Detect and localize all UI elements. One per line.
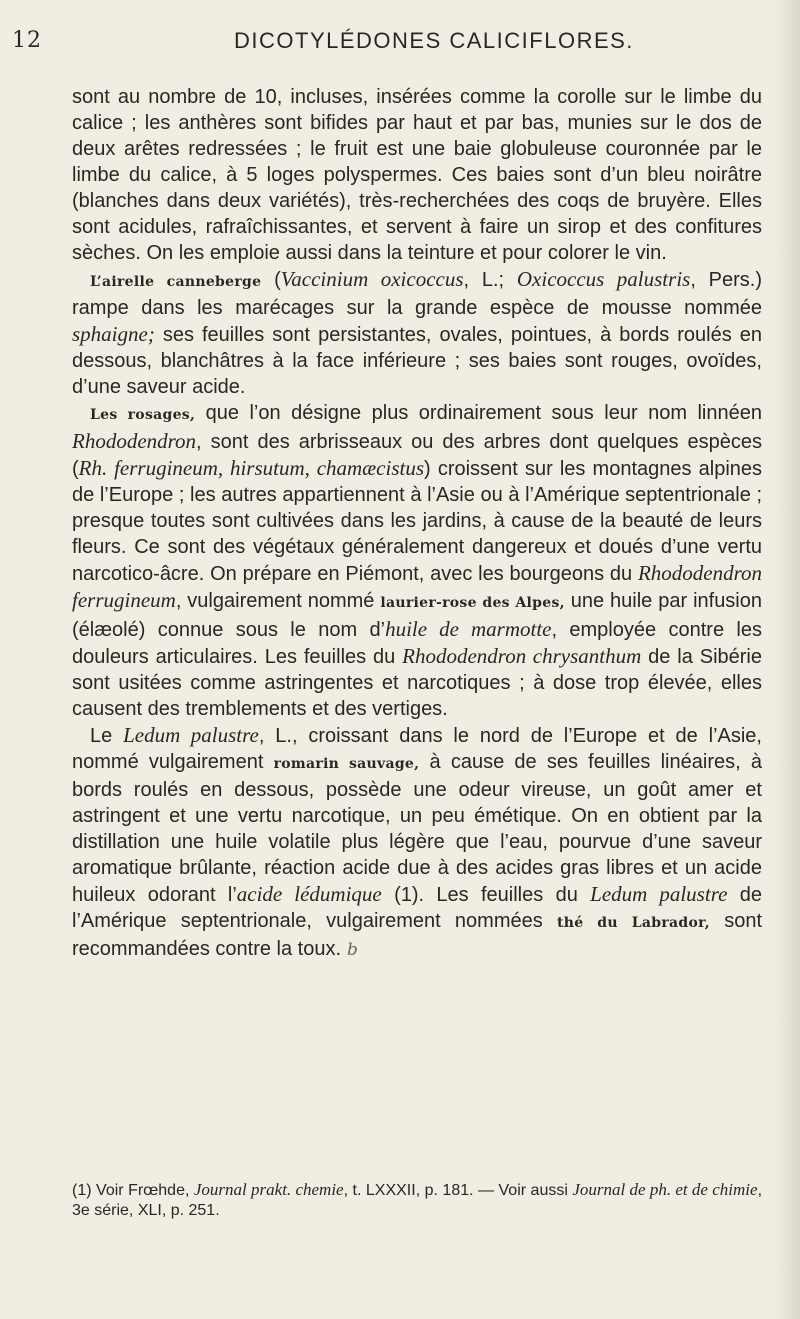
common-name-laurier-rose: laurier-rose des Alpes, (380, 595, 565, 611)
paragraph-text: sont au nombre de 10, incluses, insérées comme la corolle sur le limbe du calice ; les anthères sont bifides par haut et par bas, munies sur le dos de deux arêtes redressées ; le fruit est une baie globuleuse couronnée par le limbe du calice, à 5 loges polyspermes. Ces baies sont d’un bleu noirâtre (blanches dans deux variétés), très-recherchées des coqs de bruyère. Elles sont acidules, rafraîchissantes, et servent à faire un sirop et des confitures sèches. On les emploie aussi dans la teinture et pour colorer le vin. (72, 86, 762, 264)
footnote: (1) Voir Frœhde, Journal prakt. chemie, t. LXXXII, p. 181. — Voir aussi Journal de ph. et de chimie, 3e série, XLI, p. 251. (72, 1180, 763, 1219)
latin-name-ledum-2: Ledum palustre (590, 882, 728, 906)
page-header (0, 28, 800, 58)
body-text (72, 84, 762, 963)
latin-name-ledum: Ledum palustre (123, 723, 259, 747)
running-title: DICOTYLÉDONES CALICIFLORES. (234, 28, 634, 53)
latin-name-vaccinium: Vaccinium oxicoccus (280, 267, 464, 291)
page-number: 12 (12, 28, 42, 53)
common-name-romarin: romarin sauvage, (273, 756, 420, 772)
common-name-airelle: L’airelle canneberge (90, 274, 262, 290)
paragraph-rosages: Les rosages, que l’on désigne plus ordinairement sous leur nom linnéen Rhododendron, sont des arbrisseaux ou des arbres dont quelques espèces (Rh. ferrugineum, hirsutum, chamæcistus) croissent sur les montagnes alpines de l’Europe ; les autres appartiennent à l’Asie ou à l’Amérique septentrionale ; presque toutes sont cultivées dans les jardins, à cause de la beauté de leurs fleurs. Ce sont des végétaux généralement dangereux et doués d’une vertu narcotico-âcre. On prépare en Piémont, avec les bourgeons du Rhododendron ferrugineum, vulgairement nommé laurier-rose des Alpes, une huile par infusion (élæolé) connue sous le nom d’huile de marmotte, employée contre les douleurs articulaires. Les feuilles du Rhododendron chrysanthum de la Sibérie sont usitées comme astringentes et narcotiques ; à dose trop élevée, elles causent des tremblements et des vertiges. (72, 402, 763, 720)
term-acide-ledumique: acide lédumique (236, 882, 382, 906)
latin-name-rhododendron: Rhododendron (72, 429, 197, 453)
common-name-rosages: Les rosages, (90, 407, 196, 423)
common-name-the-labrador: thé du Labrador, (556, 915, 710, 931)
footnote-journal-2: Journal de ph. et de chimie (572, 1180, 758, 1199)
footnote-journal-1: Journal prakt. chemie (193, 1180, 344, 1199)
handwritten-mark: b (347, 940, 358, 960)
latin-name-rh-chrysanthum: Rhododendron chrysanthum (402, 644, 642, 668)
latin-name-rh-ferrugineum: Rhododendron ferrugineum (72, 561, 762, 612)
term-huile-de-marmotte: huile de marmotte (385, 617, 552, 641)
paragraph-anthers-berries (72, 84, 762, 266)
term-sphaigne: sphaigne; (72, 322, 155, 346)
latin-name-oxicoccus: Oxicoccus palustris (516, 267, 691, 291)
latin-species-list: Rh. ferrugineum, hirsutum, chamæcistus (78, 456, 425, 480)
paragraph-ledum-palustre: Le Ledum palustre, L., croissant dans le nord de l’Europe et de l’Asie, nommé vulgairement romarin sauvage, à cause de ses feuilles linéaires, à bords roulés en dessous, possède une odeur vireuse, un goût amer et astringent et une vertu narcotique, un peu émétique. On en obtient par la distillation une huile volatile plus légère que l’eau, pourvue d’une saveur aromatique brûlante, réaction acide due à des acides gras libres et un acide huileux odorant l’acide lédumique (1). Les feuilles du Ledum palustre de l’Amérique septentrionale, vulgairement nommées thé du Labrador, sont recommandées contre la toux. b (72, 723, 763, 960)
paragraph-airelle-canneberge: L’airelle canneberge (Vaccinium oxicoccus, L.; Oxicoccus palustris, Pers.) rampe dans les marécages sur la grande espèce de mousse nommée sphaigne; ses feuilles sont persistantes, ovales, pointues, à bords roulés en dessous, blanchâtres à la face inférieure ; ses baies sont rouges, ovoïdes, d’une saveur acide. (72, 267, 763, 398)
page-edge-shadow (774, 0, 800, 1319)
